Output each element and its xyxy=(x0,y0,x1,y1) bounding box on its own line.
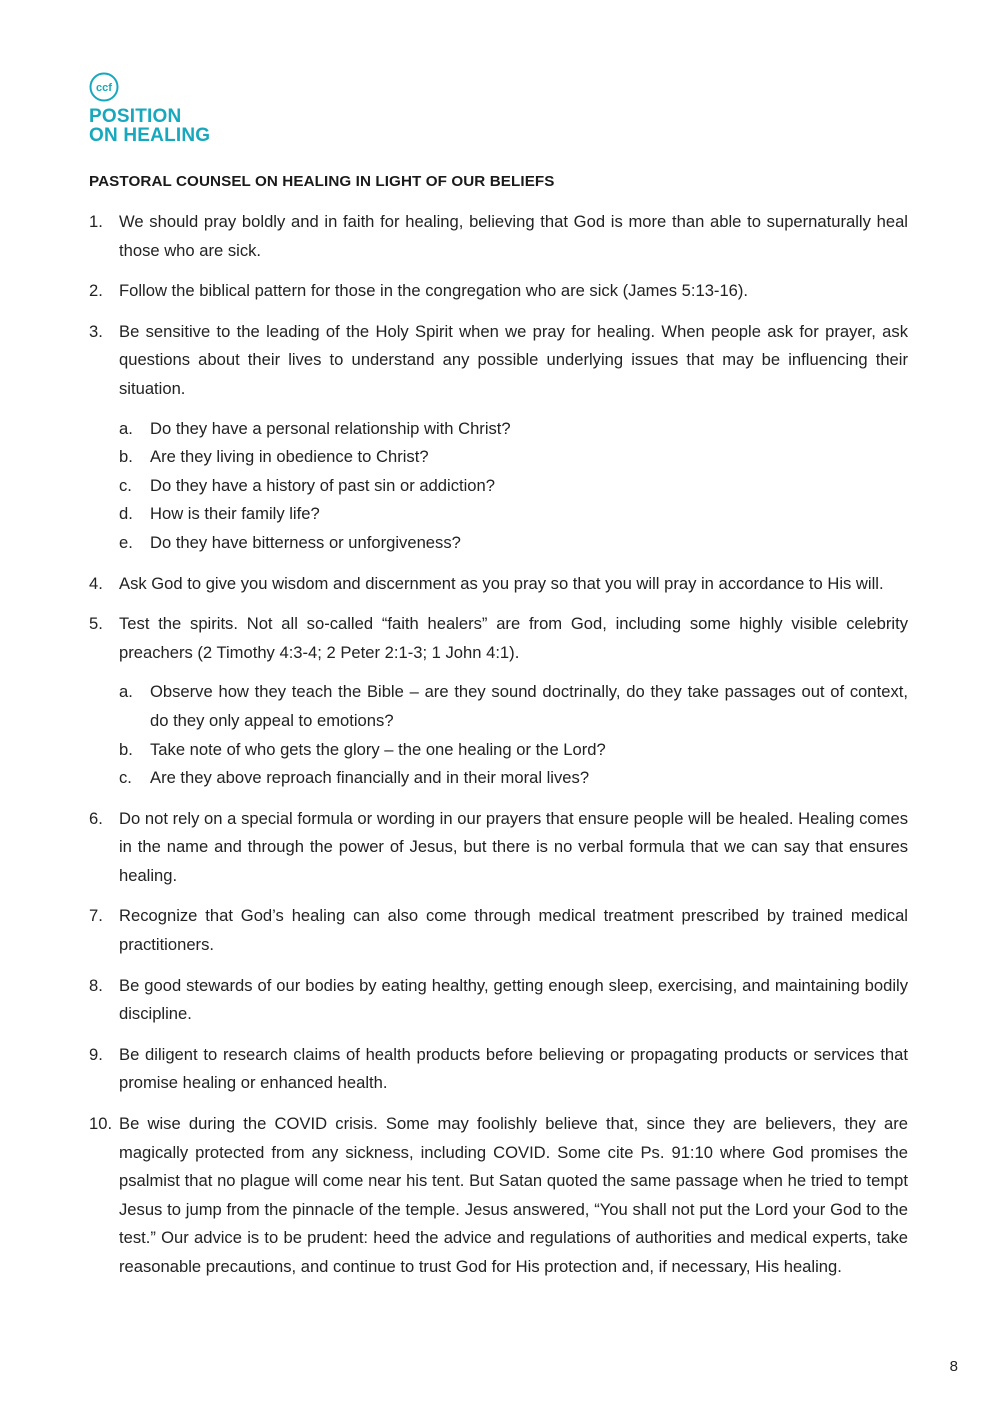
sub-list-item xyxy=(119,443,908,472)
document-title: POSITION ON HEALING xyxy=(89,106,211,146)
list-item xyxy=(89,610,908,793)
item-number: 9. xyxy=(89,1044,103,1064)
sub-item-letter: d. xyxy=(119,504,133,524)
item-number: 8. xyxy=(89,975,103,995)
sub-item-letter: a. xyxy=(119,682,133,702)
sub-list xyxy=(119,415,908,558)
list-item xyxy=(89,902,908,959)
list-item xyxy=(89,277,908,306)
item-number: 3. xyxy=(89,321,103,341)
list-item xyxy=(89,805,908,891)
sub-item-text: Take note of who gets the glory – the one healing or the Lord? xyxy=(150,739,606,759)
sub-list-item xyxy=(119,529,908,558)
list-item xyxy=(89,570,908,599)
item-text: Ask God to give you wisdom and discernment as you pray so that you will pray in accordance to His will. xyxy=(119,573,884,593)
sub-item-letter: b. xyxy=(119,739,133,759)
list-item xyxy=(89,1110,908,1282)
item-number: 5. xyxy=(89,614,103,634)
item-text: Follow the biblical pattern for those in the congregation who are sick (James 5:13-16). xyxy=(119,281,749,301)
brand-header xyxy=(89,72,210,145)
item-number: 4. xyxy=(89,573,103,593)
item-text: Be sensitive to the leading of the Holy Spirit when we pray for healing. When people ask for prayer, ask questions about their lives to understand any possible underlying issues that may be influencing their situation. xyxy=(119,321,908,398)
item-text: Recognize that God’s healing can also come through medical treatment prescribed by trained medical practitioners. xyxy=(119,906,908,955)
sub-item-text: How is their family life? xyxy=(150,504,320,524)
counsel-list xyxy=(89,208,908,1294)
sub-list-item xyxy=(119,415,908,444)
item-text: We should pray boldly and in faith for healing, believing that God is more than able to supernaturally heal those who are sick. xyxy=(119,212,908,260)
list-item xyxy=(89,318,908,558)
item-number: 1. xyxy=(89,212,103,231)
sub-item-text: Do they have a history of past sin or addiction? xyxy=(150,475,495,495)
sub-list-item xyxy=(119,678,908,735)
item-number: 7. xyxy=(89,906,103,926)
section-heading: PASTORAL COUNSEL ON HEALING IN LIGHT OF OUR BELIEFS xyxy=(89,173,555,190)
item-number: 6. xyxy=(89,808,103,828)
list-item xyxy=(89,972,908,1029)
item-number: 2. xyxy=(89,281,103,301)
sub-list-item xyxy=(119,500,908,529)
sub-item-letter: b. xyxy=(119,447,133,467)
sub-item-text: Do they have bitterness or unforgiveness? xyxy=(150,532,461,552)
sub-list xyxy=(119,678,908,792)
ccf-circle-logo-icon xyxy=(89,72,119,102)
sub-list-item xyxy=(119,764,908,793)
sub-item-text: Are they above reproach financially and in their moral lives? xyxy=(150,768,590,788)
sub-item-text: Do they have a personal relationship with Christ? xyxy=(150,418,511,438)
item-text: Be good stewards of our bodies by eating healthy, getting enough sleep, exercising, and maintaining bodily discipline. xyxy=(119,975,908,1024)
list-item xyxy=(89,208,908,265)
sub-item-letter: e. xyxy=(119,532,133,552)
sub-item-text: Are they living in obedience to Christ? xyxy=(150,447,429,467)
page-number: 8 xyxy=(949,1358,958,1375)
sub-item-letter: c. xyxy=(119,475,132,495)
sub-list-item xyxy=(119,736,908,765)
item-text: Be diligent to research claims of health products before believing or propagating products or services that promise healing or enhanced health. xyxy=(119,1044,908,1093)
item-text: Test the spirits. Not all so-called “faith healers” are from God, including some highly visible celebrity preachers (2 Timothy 4:3-4; 2 Peter 2:1-3; 1 John 4:1). xyxy=(119,614,908,662)
sub-item-letter: a. xyxy=(119,418,133,438)
list-item xyxy=(89,1041,908,1098)
sub-item-letter: c. xyxy=(119,768,132,788)
logo-text: ccf xyxy=(96,82,112,94)
item-text: Be wise during the COVID crisis. Some may foolishly believe that, since they are believers, they are magically protected from any sickness, including COVID. Some cite Ps. 91:10 where God promises the psalmist that no plague will come near his tent. But Satan quoted the same passage when he tried to tempt Jesus to jump from the pinnacle of the temple. Jesus answered, “You shall not put the Lord your God to the test.” Our advice is to be prudent: heed the advice and regulations of authorities and medical experts, take reasonable precautions, and continue to trust God for His protection and, if necessary, His healing. xyxy=(119,1114,908,1276)
item-text: Do not rely on a special formula or wording in our prayers that ensure people will be healed. Healing comes in the name and through the power of Jesus, but there is no verbal formula that we can say that ensures healing. xyxy=(119,808,908,885)
sub-item-text: Observe how they teach the Bible – are they sound doctrinally, do they take passages out of context, do they only appeal to emotions? xyxy=(150,682,908,730)
sub-list-item xyxy=(119,472,908,501)
item-number: 10. xyxy=(89,1114,113,1134)
